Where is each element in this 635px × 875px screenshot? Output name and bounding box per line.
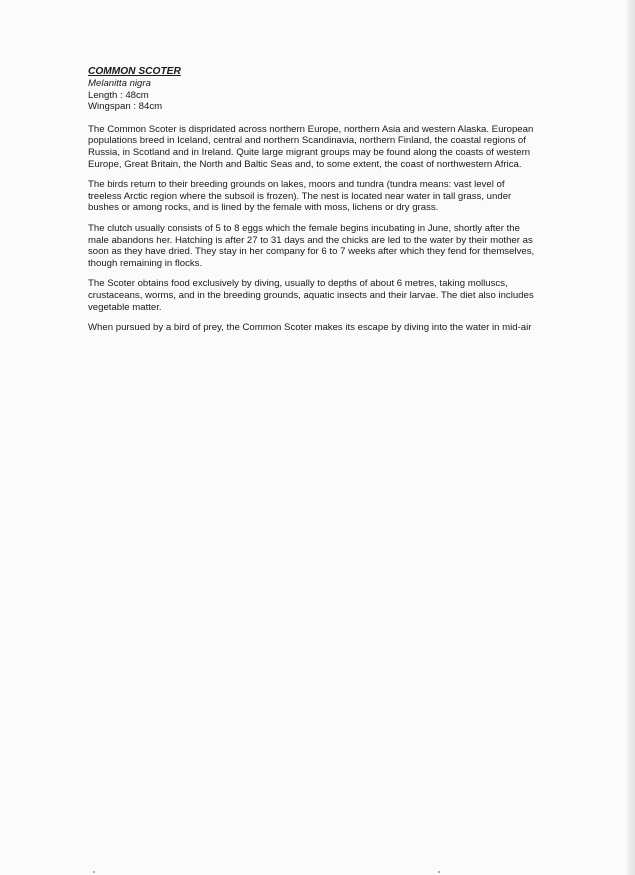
wingspan-line: Wingspan : 84cm [88,101,163,113]
clutch-paragraph: The clutch usually consists of 5 to 8 eggs which the female begins incubating in June, shortly after the male abandons her. Hatching is after 27 to 31 days and the chicks are led to the water by their mother as soon as they have dried. They stay in her company for 6 to 7 weeks after which they fend for themselves, though remaining in flocks. [88,222,535,269]
scientific-name: Melanitta nigra [88,78,151,89]
scan-speck-left [93,871,95,873]
page-edge-shadow [627,0,635,875]
distribution-paragraph: The Common Scoter is dispridated across northern Europe, northern Asia and western Alaska. European populations breed in Iceland, central and northern Scandinavia, northern Finland, the coastal regions of Russia, in Scotland and in Ireland. Quite large migrant groups may be found along the coasts of western Europe, Great Britain, the North and Baltic Seas and, to some extent, the coast of northwestern Africa. [88,123,534,170]
breeding-grounds-paragraph: The birds return to their breeding grounds on lakes, moors and tundra (tundra means: vast level of treeless Arctic region where the subsoil is frozen). The nest is located near water in tall grass, under bushes or among rocks, and is lined by the female with moss, lichens or dry grass. [88,179,512,214]
feeding-paragraph: The Scoter obtains food exclusively by diving, usually to depths of about 6 metres, taking molluscs, crustaceans, worms, and in the breeding grounds, aquatic insects and their larvae. The diet also includes vegetable matter. [88,278,534,313]
species-info [88,78,536,113]
scan-speck-right [438,871,440,873]
escape-paragraph: When pursued by a bird of prey, the Common Scoter makes its escape by diving into the water in mid-air [88,322,532,334]
document-content [88,66,536,343]
length-line: Length : 48cm [88,89,149,101]
document-title: COMMON SCOTER [88,66,181,77]
